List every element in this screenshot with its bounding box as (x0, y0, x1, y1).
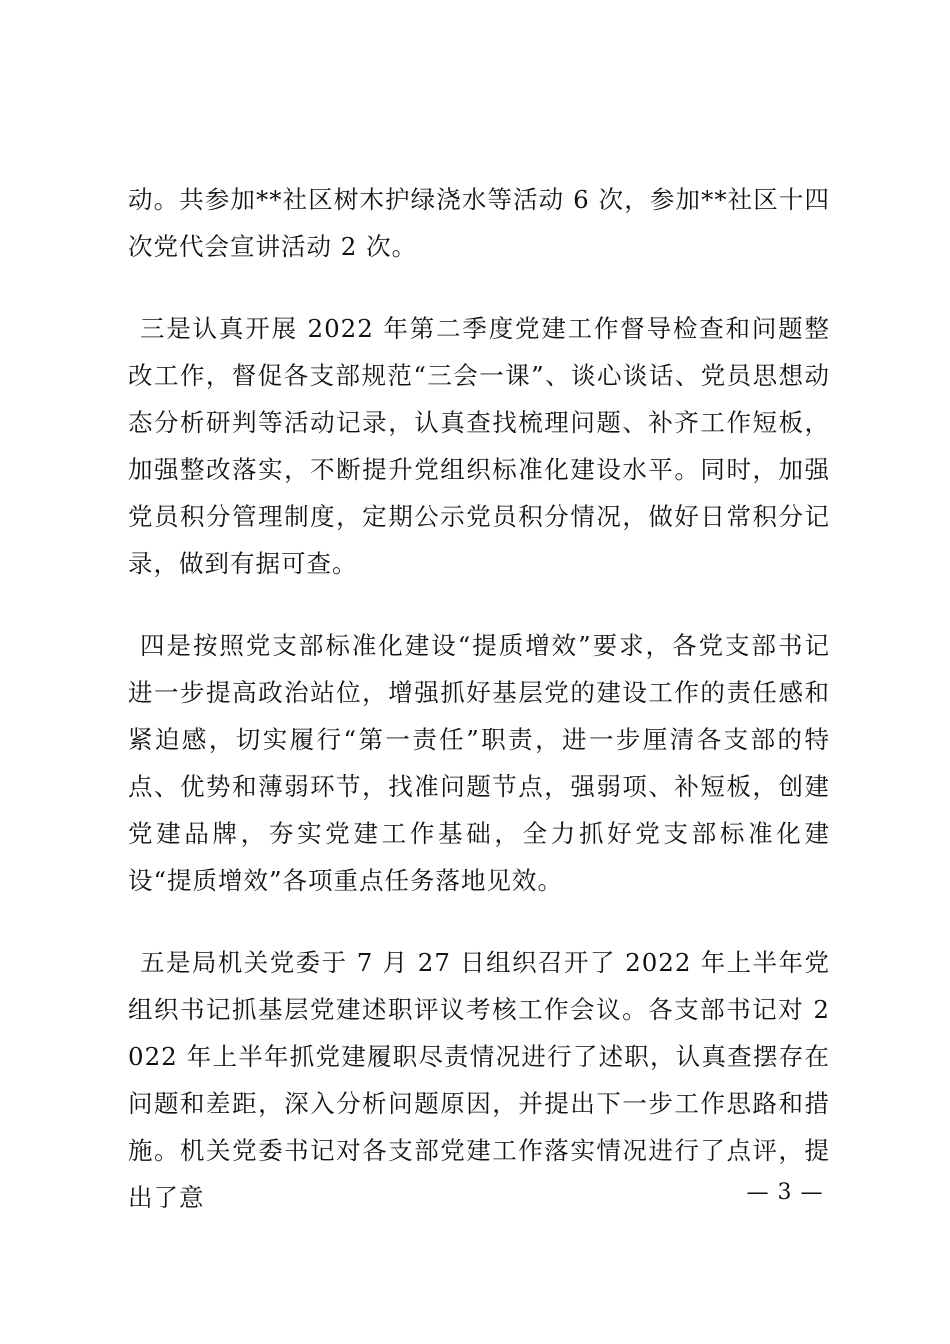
paragraph-item-four: 四是按照党支部标准化建设“提质增效”要求，各党支部书记进一步提高政治站位，增强抓好基层党的建设工作的责任感和紧迫感，切实履行“第一责任”职责，进一步厘清各支部的特点、优势和薄弱环节，找准问题节点，强弱项、补短板，创建党建品牌，夯实党建工作基础，全力抓好党支部标准化建设“提质增效”各项重点任务落地见效。 (128, 631, 830, 895)
paragraph-item-three: 三是认真开展 2022 年第二季度党建工作督导检查和问题整改工作，督促各支部规范“三会一课”、谈心谈话、党员思想动态分析研判等活动记录，认真查找梳理问题、补齐工作短板，加强整改落实，不断提升党组织标准化建设水平。同时，加强党员积分管理制度，定期公示党员积分情况，做好日常积分记录，做到有据可查。 (128, 314, 830, 578)
paragraph-item-five: 五是局机关党委于 7 月 27 日组织召开了 2022 年上半年党组织书记抓基层党建述职评议考核工作会议。各支部书记对 2022 年上半年抓党建履职尽责情况进行了述职，认真查摆存在问题和差距，深入分析问题原因，并提出下一步工作思路和措施。机关党委书记对各支部党建工作落实情况进行了点评，提出了意 (128, 948, 830, 1212)
paragraph-continuation: 动。共参加**社区树木护绿浇水等活动 6 次，参加**社区十四次党代会宣讲活动 2 次。 (128, 185, 830, 261)
page-number: — 3 — (746, 1180, 824, 1205)
document-body (128, 176, 830, 1256)
